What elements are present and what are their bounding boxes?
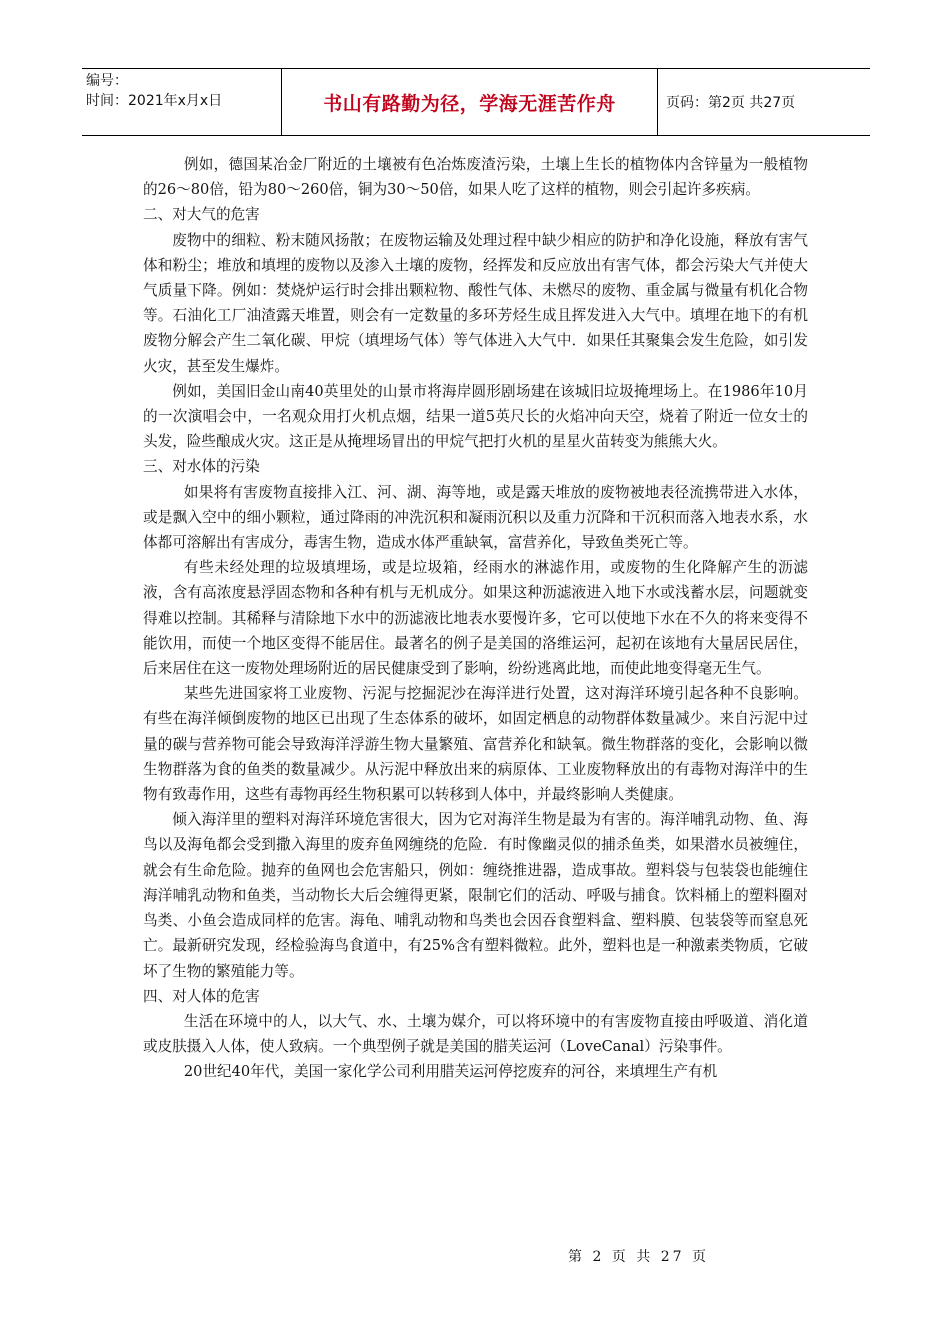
paragraph: 如果将有害废物直接排入江、河、湖、海等地，或是露天堆放的废物被地表径流携带进入水体，或是飘入空中的细小颗粒，通过降雨的冲洗沉积和凝雨沉积以及重力沉降和干沉积而落入地表水系，水体都可溶解出有害成分，毒害生物，造成水体严重缺氧，富营养化，导致鱼类死亡等。	[143, 483, 808, 552]
header-page-info: 页码：第2页 共27页	[666, 95, 796, 111]
paragraph: 20世纪40年代，美国一家化学公司利用腊芙运河停挖废弃的河谷，来填埋生产有机	[183, 1063, 718, 1081]
section-heading: 四、对人体的危害	[143, 987, 260, 1005]
paragraph: 例如，德国某冶金厂附近的土壤被有色冶炼废渣污染，土壤上生长的植物体内含锌量为一般植物的26～80倍，铅为80～260倍，铜为30～50倍，如果人吃了这样的植物，则会引起许多疾病。	[143, 156, 808, 199]
paragraph: 生活在环境中的人，以大气、水、土壤为媒介，可以将环境中的有害废物直接由呼吸道、消化道或皮肤摄入人体，使人致病。一个典型例子就是美国的腊芙运河（LoveCanal）污染事件。	[143, 1012, 808, 1056]
paragraph: 例如，美国旧金山南40英里处的山景市将海岸圆形剧场建在该城旧垃圾掩埋场上。在1986年10月的一次演唱会中，一名观众用打火机点烟，结果一道5英尺长的火焰冲向天空，烧着了附近一位女士的头发，险些酿成火灾。这正是从掩埋场冒出的甲烷气把打火机的星星火苗转变为熊熊大火。	[143, 382, 808, 451]
paragraph: 某些先进国家将工业废物、污泥与挖掘泥沙在海洋进行处置，这对海洋环境引起各种不良影响。有些在海洋倾倒废物的地区已出现了生态体系的破坏，如固定栖息的动物群体数量减少。来自污泥中过量的碳与营养物可能会导致海洋浮游生物大量繁殖、富营养化和缺氧。微生物群落的变化，会影响以微生物群落为食的鱼类的数量减少。从污泥中释放出来的病原体、工业废物释放出的有毒物对海洋中的生物有致毒作用，这些有毒物再经生物积累可以转移到人体中，并最终影响人类健康。	[143, 685, 808, 804]
document-number-label: 编号：	[86, 73, 128, 89]
header-motto: 书山有路勤为径，学海无涯苦作舟	[282, 69, 658, 135]
page-footer: 第 2 页 共 27 页	[568, 1249, 709, 1265]
section-heading: 二、对大气的危害	[143, 206, 260, 224]
paragraph: 倾入海洋里的塑料对海洋环境危害很大，因为它对海洋生物是最为有害的。海洋哺乳动物、鱼、海鸟以及海龟都会受到撒入海里的废弃鱼网缠绕的危险．有时像幽灵似的捕杀鱼类，如果潜水员被缠住，就会有生命危险。抛弃的鱼网也会危害船只，例如：缠绕推进器，造成事故。塑料袋与包装袋也能缠住海洋哺乳动物和鱼类，当动物长大后会缠得更紧，限制它们的活动、呼吸与捕食。饮料桶上的塑料圈对鸟类、小鱼会造成同样的危害。海龟、哺乳动物和鸟类也会因吞食塑料盒、塑料膜、包装袋等而窒息死亡。最新研究发现，经检验海鸟食道中，有25%含有塑料微粒。此外，塑料也是一种激素类物质，它破坏了生物的繁殖能力等。	[143, 811, 808, 980]
paragraph: 废物中的细粒、粉末随风扬散；在废物运输及处理过程中缺少相应的防护和净化设施，释放有害气体和粉尘；堆放和填埋的废物以及渗入土壤的废物，经挥发和反应放出有害气体，都会污染大气并使大气质量下降。例如：焚烧炉运行时会排出颗粒物、酸性气体、未燃尽的废物、重金属与微量有机化合物等。石油化工厂油渣露天堆置，则会有一定数量的多环芳烃生成且挥发进入大气中。填埋在地下的有机废物分解会产生二氧化碳、甲烷（填埋场气体）等气体进入大气中．如果任其聚集会发生危险，如引发火灾，甚至发生爆炸。	[143, 231, 808, 375]
document-time-label: 时间：2021年x月x日	[86, 93, 223, 109]
section-heading: 三、对水体的污染	[143, 458, 260, 476]
paragraph: 有些未经处理的垃圾填埋场，或是垃圾箱，经雨水的淋滤作用，或废物的生化降解产生的沥滤液，含有高浓度悬浮固态物和各种有机与无机成分。如果这种沥滤液进入地下水或浅蓄水层，问题就变得难以控制。其稀释与清除地下水中的沥滤液比地表水要慢许多，它可以使地下水在不久的将来变得不能饮用，而使一个地区变得不能居住。最著名的例子是美国的洛维运河，起初在该地有大量居民居住，后来居住在这一废物处理场附近的居民健康受到了影响，纷纷逃离此地，而使此地变得毫无生气。	[143, 559, 808, 678]
document-body	[143, 152, 808, 1085]
header-meta	[82, 69, 282, 135]
page-header	[82, 68, 870, 136]
